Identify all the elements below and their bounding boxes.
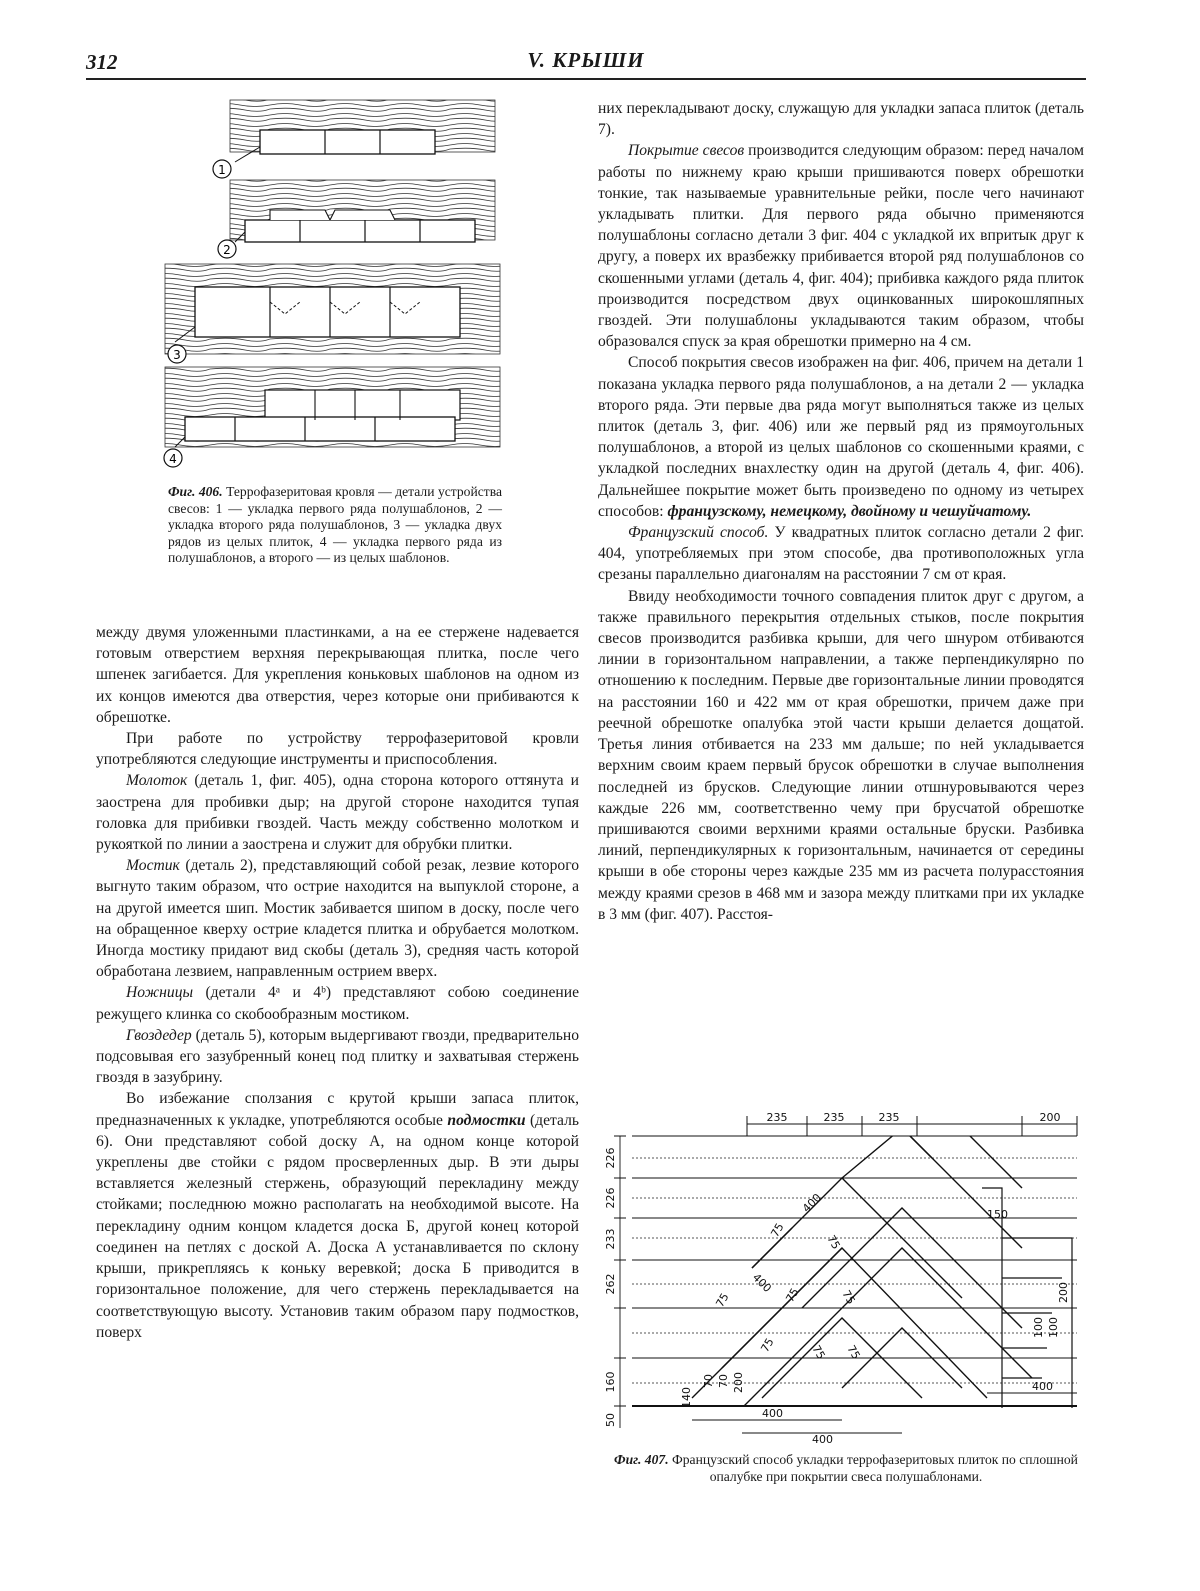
page-header [86, 40, 1086, 80]
dim-inner-8: 75 [758, 1335, 777, 1355]
dim-inner-18: 400 [1032, 1380, 1053, 1393]
fig406-label-2: 2 [223, 243, 231, 257]
dim-inner-3: 75 [824, 1233, 843, 1252]
page-number: 312 [86, 50, 118, 74]
dim-inner-6: 75 [783, 1285, 802, 1305]
dim-inner-12: 70 [717, 1374, 730, 1388]
term-nail-puller: Гвоздедер [126, 1026, 192, 1044]
right-column [598, 98, 1084, 925]
dim-inner-2: 75 [768, 1220, 787, 1240]
fig406-label-3: 3 [173, 348, 181, 362]
dim-inner-17: 100 [1047, 1317, 1060, 1338]
term-hammer: Молоток [126, 772, 188, 790]
term-scaffold: подмостки [447, 1111, 526, 1129]
left-paragraph-2: При работе по устройству террофазеритовой кровли употребляются следующие инструменты и приспособления. [96, 730, 579, 769]
fig406-caption-title: Фиг. 406. [168, 484, 223, 499]
dim-top-3: 235 [878, 1111, 900, 1124]
dim-inner-10: 75 [844, 1343, 863, 1362]
fig407-caption-text: Французский способ укладки террофазеритовых плиток по сплошной опалубке при покрытии свеса полушаблонами. [672, 1452, 1078, 1484]
fig406-label-4: 4 [169, 452, 177, 466]
dim-left-1: 226 [604, 1147, 617, 1169]
left-paragraph-5: Ножницы (детали 4ᵃ и 4ᵇ) представляют собою соединение режущего клинка со скобообразным мостиком. [96, 984, 579, 1023]
dim-inner-14: 150 [987, 1208, 1008, 1221]
dim-inner-15: 200 [1057, 1282, 1070, 1303]
right-paragraph-3: Способ покрытия свесов изображен на фиг. 406, причем на детали 1 показана укладка первого ряда полушаблонов, а на детали 2 — укладка второго ряда. Эти первые два ряда могут выполняться также из целых плиток (деталь 3, фиг. 406) или же первый ряд из прямоугольных полушаблонов, а второй из целых шаблонов со скошенными краями, с укладкой последних внахлестку один на другой (деталь 4, фиг. 406). Дальнейшее покрытие может быть произведено по одному из четырех способов: французскому, немецкому, двойному и чешуйчатому. [598, 354, 1084, 520]
dim-top-2: 235 [823, 1111, 845, 1124]
dim-top-4: 200 [1039, 1111, 1061, 1124]
right-paragraph-1: них перекладывают доску, служащую для укладки запаса плиток (деталь 7). [598, 100, 1084, 139]
figure-406 [150, 92, 520, 472]
figure-407 [602, 1108, 1092, 1448]
dim-left-4: 262 [604, 1273, 617, 1295]
detail-1 [213, 100, 495, 178]
right-paragraph-4: Французский способ. У квадратных плиток согласно детали 2 фиг. 404, употребляемых при этом способе, два противоположных угла срезаны параллельно диагоналям на расстоянии 7 см от края. [598, 524, 1084, 584]
fig406-caption [168, 484, 502, 567]
dim-left-3: 233 [604, 1228, 617, 1250]
left-paragraph-7: Во избежание сползания с крутой крыши запаса плиток, предназначенных к укладке, употребляются особые подмостки (деталь 6). Они представляют собой доску A, на одном конце которой укреплены две стойки с рядом просверленных дыр. В эти дыры вставляется железный стержень, образующий перекладину между стойками; последнюю можно располагать на необходимой высоте. На перекладину одним концом кладется доска Б, другой конец которой соединен на петлях с доской A. Доска A устанавливается по склону крыши, прикрепляясь к коньку веревкой; доска Б приводится в горизонтальное положение, для чего стержень перекладывается на соответствующую высоту. Установив таким образом пару подмостков, поверх [96, 1090, 579, 1341]
dim-left-2: 226 [604, 1187, 617, 1209]
dim-inner-11: 70 [702, 1374, 715, 1388]
left-paragraph-1: между двумя уложенными пластинками, а на ее стержене надевается готовым отверстием верхняя перекрывающая плитка, после чего шпенек загибается. Для укрепления коньковых шаблонов на одном из их концов имеются два отверстия, через которые они прибиваются к обрешотке. [96, 624, 579, 726]
right-paragraph-5: Ввиду необходимости точного совпадения плиток друг с другом, а также правильного перекрытия отдельных стыков, после покрытия свесов производится разбивка крыши, для чего шнуром отбиваются линии в горизонтальном направлении, а также перпендикулярно по отношению к последним. Первые две горизонтальные линии проводятся на расстоянии 160 и 422 мм от края обрешотки, причем даже при реечной обрешотке опалубка этой части крыши делается дощатой. Третья линия отбивается на 233 мм дальше; по ней укладывается верхним своим краем первый брусок обрешотки в случае выполнения последней из брусков. Следующие линии отшнуровываются через каждые 226 мм, соответственно чему при брусчатой обрешотке пришиваются своими верхними краями остальные бруски. Разбивка линий, перпендикулярных к горизонтальным, начинается от середины крыши в обе стороны через каждые 235 мм из расчета полурасстояния между краями срезов в 468 мм и зазора между плитками при их укладке в 3 мм (фиг. 407). Расстоя- [598, 587, 1084, 923]
dim-left-6: 50 [604, 1413, 617, 1427]
dim-inner-13: 200 [732, 1372, 745, 1393]
dim-inner-7: 75 [839, 1288, 858, 1307]
dim-inner-5: 75 [713, 1290, 732, 1310]
dim-left-5: 160 [604, 1371, 617, 1393]
dim-inner-4: 400 [749, 1270, 774, 1295]
left-paragraph-3: Молоток (деталь 1, фиг. 405), одна сторона которого оттянута и заострена для пробивки дыр; на другой стороне находится тупая головка для прибивки гвоздей. Часть между собственно молотком и рукояткой по линии a заострена и служит для обрубки плитки. [96, 772, 579, 854]
dim-top-1: 235 [766, 1111, 788, 1124]
right-paragraph-2: Покрытие свесов производится следующим образом: перед началом работы по нижнему краю крыши пришиваются поверх обрешотки тонкие, так называемые уравнительные рейки, после чего начинают укладывать плитки. Для первого ряда обычно применяются полушаблоны согласно детали 3 фиг. 404 с укладкой их впритык друг к другу, а поверх их вразбежку прибивается второй ряд полушаблонов со скошенными углами (деталь 4, фиг. 404); прибивка каждого ряда плиток производится посредством двух оцинкованных широкошляпных гвоздей. Эти полушаблоны укладываются таким образом, чтобы образовался спуск за края обрешотки примерно на 4 см. [598, 142, 1085, 351]
detail-4 [164, 367, 500, 467]
detail-3 [165, 264, 500, 363]
term-french-method: Французский способ. [628, 524, 769, 542]
header-rule [86, 78, 1086, 80]
dim-inner-19: 400 [762, 1407, 783, 1420]
detail-2 [218, 180, 495, 258]
term-methods: французскому, немецкому, двойному и чешуйчатому. [667, 502, 1032, 520]
term-bridge: Мостик [126, 857, 180, 875]
dim-inner-1: 400 [799, 1191, 824, 1216]
dim-inner-20: 400 [812, 1433, 833, 1446]
fig406-caption-text: Террофазеритовая кровля — детали устройства свесов: 1 — укладка первого ряда полушаблонов, 2 — укладка второго ряда полушаблонов, 3 — укладка двух рядов из целых плиток, 4 — укладка первого ряда из полушаблонов, а второго — из целых шаблонов. [168, 484, 503, 565]
dim-inner-16: 100 [1032, 1317, 1045, 1338]
fig407-caption [606, 1452, 1086, 1485]
term-eaves: Покрытие свесов [628, 142, 745, 160]
running-title: V. КРЫШИ [527, 48, 645, 72]
left-paragraph-6: Гвоздедер (деталь 5), которым выдергивают гвозди, предварительно подсовывая его зазубренный конец под плитку и захватывая стержень гвоздя в зазубрину. [96, 1026, 579, 1087]
term-scissors: Ножницы [126, 984, 194, 1002]
fig407-caption-title: Фиг. 407. [614, 1452, 669, 1467]
dim-inner-9: 75 [809, 1343, 828, 1362]
left-paragraph-4: Мостик (деталь 2), представляющий собой резак, лезвие которого выгнуто таким образом, что острие находится на выпуклой стороне, а на другой имеется шип. Мостик забивается шипом в доску, после чего на обращенное кверху острие кладется плитка и обрубается молотком. Иногда мостику придают вид скобы (деталь 3), средняя часть которой обработана лезвием, направленным острием вверх. [96, 857, 579, 981]
left-column [96, 622, 579, 1343]
fig406-label-1: 1 [218, 163, 226, 177]
dim-inner-21: 140 [680, 1387, 693, 1408]
